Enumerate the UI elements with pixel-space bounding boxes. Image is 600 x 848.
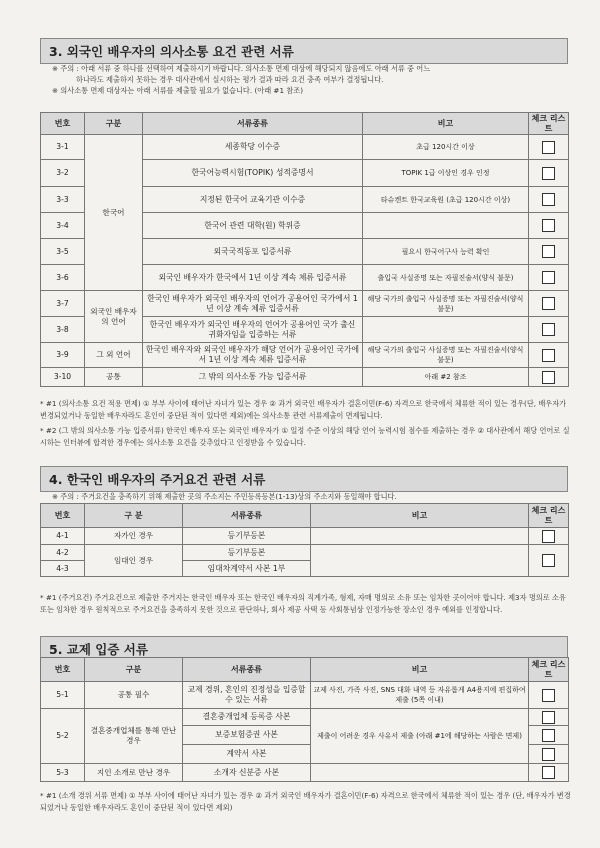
- table-row: [41, 764, 569, 782]
- row-doc: 한국인 배우자가 외국인 배우자의 언어가 공용어인 국가 출신 귀화자임을 입증하는 서류: [143, 317, 363, 343]
- checkbox[interactable]: [542, 193, 555, 206]
- check-cell: [529, 239, 569, 265]
- row-no: 3-7: [41, 291, 85, 317]
- checkbox[interactable]: [542, 349, 555, 362]
- footnote: * #1 (주거요건) 주거요건으로 제출한 주거지는 한국인 배우자 또는 한국인 배우자의 직계가족, 형제, 자매 명의로 소유 또는 임차한 곳이어야 합니다. 제3자 명의로 소유 또는 임차한 경우 원칙적으로 주거요건을 충족하지 못한 것으로 판단하나, 회사 제공 사택 등 사회통념상 인정가능한 장소인 경우 예외를 인정합니다.: [40, 593, 566, 614]
- section3-footnotes: [40, 398, 572, 449]
- row-doc: 교제 경위, 혼인의 진정성을 입증할 수 있는 서류: [183, 682, 311, 709]
- row-remark: 아래 #2 참조: [363, 368, 529, 387]
- checkbox[interactable]: [542, 219, 555, 232]
- row-no: 3-10: [41, 368, 85, 387]
- checkbox[interactable]: [542, 323, 555, 336]
- header-remark: 비고: [311, 504, 529, 528]
- row-remark: 출입국 사실증명 또는 자필진술서(양식 불문): [363, 265, 529, 291]
- row-no: 4-1: [41, 528, 85, 545]
- header-remark: 비고: [363, 113, 529, 135]
- row-remark: [311, 528, 529, 545]
- row-doc: 등기부등본: [183, 528, 311, 545]
- row-remark: 제출이 어려운 경우 사유서 제출 (아래 #1에 해당하는 사람은 면제): [311, 709, 529, 764]
- checkbox[interactable]: [542, 271, 555, 284]
- checkbox[interactable]: [542, 530, 555, 543]
- header-remark: 비고: [311, 658, 529, 682]
- row-group: 한국어: [85, 135, 143, 291]
- row-no: 3-4: [41, 213, 85, 239]
- row-no: 3-8: [41, 317, 85, 343]
- checkbox[interactable]: [542, 141, 555, 154]
- row-group: 외국인 배우자의 언어: [85, 291, 143, 343]
- checkbox[interactable]: [542, 748, 555, 761]
- footnote: * #1 (의사소통 요건 적용 면제) ① 부부 사이에 태어난 자녀가 있는 경우 ② 과거 외국인 배우자가 결혼이민(F-6) 자격으로 한국에서 체류한 적이 있는 경우(단, 배우자가 변경되었거나 동일한 배우자라도 혼인이 중단된 적이 있다면 제외)에는 의사소통 관련 서류제출이 면제됩니다.: [40, 399, 567, 420]
- header-check: 체크 리스트: [529, 658, 569, 682]
- row-doc: 지정된 한국어 교육기관 이수증: [143, 187, 363, 213]
- row-doc: 보증보험증권 사본: [183, 726, 311, 745]
- header-no: 번호: [41, 658, 85, 682]
- check-cell: [529, 291, 569, 317]
- row-group: 임대인 경우: [85, 545, 183, 577]
- check-cell: [529, 343, 569, 368]
- table-row: [41, 135, 569, 160]
- header-doc: 서류종류: [183, 504, 311, 528]
- header-category: 구분: [85, 113, 143, 135]
- row-doc: 한국인 배우자와 외국인 배우자가 해당 언어가 공용어인 국가에서 1년 이상 계속 체류 입증서류: [143, 343, 363, 368]
- row-doc: 외국인 배우자가 한국에서 1년 이상 계속 체류 입증서류: [143, 265, 363, 291]
- row-remark: 필요시 한국어구사 능력 확인: [363, 239, 529, 265]
- header-check: 체크 리스트: [529, 113, 569, 135]
- row-remark: [311, 764, 529, 782]
- header-check: 체크 리스트: [529, 504, 569, 528]
- checkbox[interactable]: [542, 729, 555, 742]
- row-remark: 해당 국가의 출입국 사실증명 또는 자필진술서(양식 불문): [363, 291, 529, 317]
- row-doc: 등기부등본: [183, 545, 311, 561]
- row-doc: 결혼중개업체 등록증 사본: [183, 709, 311, 726]
- check-cell: [529, 764, 569, 782]
- row-doc: 한국어능력시험(TOPIK) 성적증명서: [143, 160, 363, 187]
- row-remark: 해당 국가의 출입국 사실증명 또는 자필진술서(양식 불문): [363, 343, 529, 368]
- row-no: 4-3: [41, 561, 85, 577]
- note-line: 하나라도 제출하지 못하는 경우 대사관에서 실시하는 평가 결과 따라 요건 충족 여부가 결정됩니다.: [76, 75, 384, 84]
- header-no: 번호: [41, 113, 85, 135]
- row-doc: 소개자 신분증 사본: [183, 764, 311, 782]
- section3-note: [52, 63, 568, 96]
- row-group: 공통: [85, 368, 143, 387]
- header-category: 구 분: [85, 504, 183, 528]
- checkbox[interactable]: [542, 766, 555, 779]
- row-no: 3-1: [41, 135, 85, 160]
- table-row: [41, 682, 569, 709]
- check-cell: [529, 317, 569, 343]
- checkbox[interactable]: [542, 245, 555, 258]
- row-remark: 초급 120시간 이상: [363, 135, 529, 160]
- row-group: 지인 소개로 만난 경우: [85, 764, 183, 782]
- row-group: 그 외 언어: [85, 343, 143, 368]
- checkbox[interactable]: [542, 371, 555, 384]
- row-remark: [363, 213, 529, 239]
- section4-table: [40, 503, 569, 577]
- header-no: 번호: [41, 504, 85, 528]
- section5-table: [40, 657, 569, 782]
- row-no: 3-6: [41, 265, 85, 291]
- row-doc: 임대차계약서 사본 1부: [183, 561, 311, 577]
- section3-table: [40, 112, 569, 387]
- footnote: * #1 (소개 경위 서류 면제) ① 부부 사이에 태어난 자녀가 있는 경우 ② 과거 외국인 배우자가 결혼이민(F-6) 자격으로 한국에서 체류한 적이 있는 경우 (단, 배우자가 변경되었거나 동일한 배우자라도 혼인이 중단된 적이 있다면 제외): [40, 791, 571, 812]
- check-cell: [529, 135, 569, 160]
- note-line: ※ 의사소통 면제 대상자는 아래 서류를 제출할 필요가 없습니다. (아래 #1 참조): [52, 86, 303, 95]
- checkbox[interactable]: [542, 689, 555, 702]
- row-no: 3-5: [41, 239, 85, 265]
- row-group: 공통 필수: [85, 682, 183, 709]
- note-line: ※ 주의 : 아래 서류 중 하나를 선택하여 제출하시기 바랍니다. 의사소통 면제 대상에 해당되지 않음에도 아래 서류 중 어느: [52, 64, 431, 73]
- row-doc: 세종학당 이수증: [143, 135, 363, 160]
- checkbox[interactable]: [542, 297, 555, 310]
- row-doc: 외국국적동포 입증서류: [143, 239, 363, 265]
- table-row: [41, 528, 569, 545]
- section4-footnotes: [40, 592, 572, 616]
- table-row: [41, 343, 569, 368]
- section3-title: 3. 외국인 배우자의 의사소통 요건 관련 서류: [40, 38, 568, 64]
- checkbox[interactable]: [542, 711, 555, 724]
- check-cell: [529, 528, 569, 545]
- row-doc: 한국인 배우자가 외국인 배우자의 언어가 공용어인 국가에서 1년 이상 계속 체류 입증서류: [143, 291, 363, 317]
- check-cell: [529, 682, 569, 709]
- header-category: 구분: [85, 658, 183, 682]
- check-cell: [529, 187, 569, 213]
- row-no: 3-9: [41, 343, 85, 368]
- check-cell: [529, 745, 569, 764]
- checkbox[interactable]: [542, 554, 555, 567]
- check-cell: [529, 709, 569, 726]
- section4-note: ※ 주의 : 주거요건을 충족하기 위해 제출한 곳의 주소지는 주민등록등본(1-13)상의 주소지와 동일해야 합니다.: [52, 492, 397, 501]
- table-row: [41, 368, 569, 387]
- check-cell: [529, 368, 569, 387]
- row-group: 결혼중개업체를 통해 만난 경우: [85, 709, 183, 764]
- row-remark: [311, 545, 529, 577]
- row-no: 3-2: [41, 160, 85, 187]
- section4-title: 4. 한국인 배우자의 주거요건 관련 서류: [40, 466, 568, 492]
- table-row: [41, 291, 569, 317]
- header-doc: 서류종류: [183, 658, 311, 682]
- section5-footnotes: [40, 790, 572, 814]
- table-row: [41, 545, 569, 561]
- footnote: * #2 (그 밖의 의사소통 가능 입증서류) 한국인 배우자 또는 외국인 배우자가 ① 일정 수준 이상의 해당 언어 능력시험 점수를 제출하는 경우 ② 대사관에서 해당 언어로 실시하는 인터뷰에 합격한 경우에는 의사소통 요건을 갖추었다고 인정받을 수 있습니다.: [40, 426, 570, 447]
- checkbox[interactable]: [542, 167, 555, 180]
- row-group: 자가인 경우: [85, 528, 183, 545]
- row-remark: [363, 317, 529, 343]
- row-no: 4-2: [41, 545, 85, 561]
- row-no: 5-3: [41, 764, 85, 782]
- check-cell: [529, 265, 569, 291]
- check-cell: [529, 213, 569, 239]
- section5-title: 5. 교제 입증 서류: [40, 636, 568, 662]
- row-remark: 교제 사진, 가족 사진, SNS 대화 내역 등 자유롭게 A4용지에 편집하여 제출 (5쪽 이내): [311, 682, 529, 709]
- header-doc: 서류종류: [143, 113, 363, 135]
- table-row: [41, 709, 569, 726]
- row-doc: 한국어 관련 대학(원) 학위증: [143, 213, 363, 239]
- row-no: 3-3: [41, 187, 85, 213]
- row-doc: 계약서 사본: [183, 745, 311, 764]
- row-no: 5-1: [41, 682, 85, 709]
- check-cell: [529, 545, 569, 577]
- row-remark: 타슈켄트 한국교육원 (초급 120시간 이상): [363, 187, 529, 213]
- row-no: 5-2: [41, 709, 85, 764]
- check-cell: [529, 726, 569, 745]
- row-doc: 그 밖의 의사소통 가능 입증서류: [143, 368, 363, 387]
- row-remark: TOPIK 1급 이상인 경우 인정: [363, 160, 529, 187]
- check-cell: [529, 160, 569, 187]
